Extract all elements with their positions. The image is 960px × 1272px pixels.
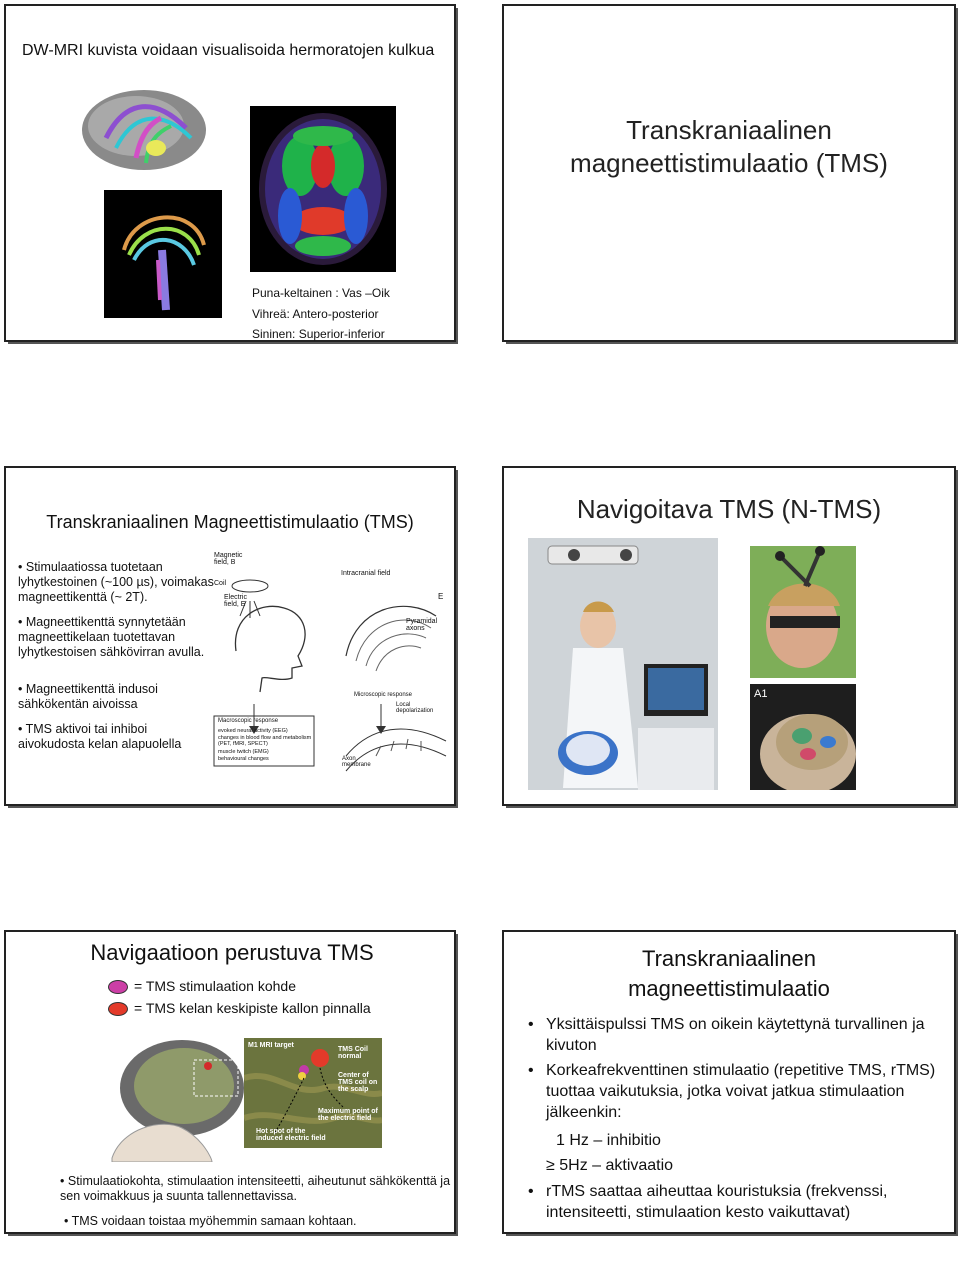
slide-title: DW-MRI kuvista voidaan visualisoida hermoratojen kulkua: [22, 42, 435, 59]
legend-target: = TMS stimulaation kohde: [134, 978, 296, 994]
title-line-1: Transkraniaalinen: [641, 946, 817, 971]
legend-coil-center: = TMS kelan keskipiste kallon pinnalla: [134, 1000, 371, 1016]
head-mri-navigation-image: [102, 1038, 248, 1162]
coil-label: Coil: [214, 580, 227, 587]
pyramidal-axons-label: Pyramidal axons: [406, 618, 438, 632]
macroscopic-item-2: changes in blood flow and metabolism (PET, fMRI, SPECT): [218, 735, 312, 747]
sub-item-1hz: 1 Hz – inhibitio: [556, 1132, 661, 1149]
bullet-single-pulse: • Yksittäispulssi TMS on oikein käytettynä turvallinen ja kivuton: [528, 1016, 925, 1054]
macroscopic-item-4: behavioural changes: [218, 756, 269, 762]
intracranial-field-label: Intracranial field: [341, 570, 391, 577]
magenta-marker-icon: [108, 980, 128, 994]
slide-title: [504, 944, 954, 1004]
m1-target-label: M1 MRI target: [248, 1042, 294, 1049]
color-legend-red-yellow: Puna-keltainen : Vas –Oik: [252, 286, 390, 300]
bullet-2: • TMS voidaan toistaa myöhemmin samaan kohtaan.: [64, 1214, 357, 1228]
slide-navigation-tms: [4, 930, 456, 1234]
sagittal-tractography-image: [104, 190, 222, 318]
hot-spot-label: Hot spot of the induced electric field: [256, 1128, 326, 1142]
panel-label: A1: [754, 688, 768, 700]
slide-navigated-tms: [502, 466, 956, 806]
slide-dwmri: [4, 4, 456, 342]
red-marker-icon: [108, 1002, 128, 1016]
bullet-1: • Stimulaatiokohta, stimulaation intensiteetti, aiheutunut sähkökenttä ja sen voimakkuus ja suunta tallennettavissa.: [60, 1174, 451, 1203]
brain-tractography-3d-image: [76, 78, 212, 182]
slide-tms-effects: [502, 930, 956, 1234]
bullet-rtms: • Korkeafrekventtinen stimulaatio (repetitive TMS, rTMS) tuottaa vaikutuksia, jotka voivat jatkua stimulaation jälkeenkin:: [528, 1062, 936, 1121]
magnetic-field-label: Magnetic field, B: [214, 552, 243, 566]
axon-membrane-label: Axon membrane: [342, 756, 371, 768]
bullet-3: • Magneettikenttä indusoi sähkökentän aivoissa: [18, 682, 158, 711]
sub-item-5hz: ≥ 5Hz – aktivaatio: [546, 1157, 674, 1174]
max-point-label: Maximum point of the electric field: [318, 1108, 378, 1122]
ntms-clinic-photo: [528, 538, 718, 790]
dti-color-map-image: [250, 106, 396, 272]
slide-title: [504, 114, 954, 180]
coil-normal-label: TMS Coil normal: [338, 1046, 368, 1060]
slide-title: Transkraniaalinen Magneettistimulaatio (TMS): [46, 512, 414, 532]
electric-field-label: Electric field, E: [224, 594, 247, 608]
slide-tms-intro: [4, 466, 456, 806]
microscopic-title: Microscopic response: [354, 692, 413, 698]
e-label: E: [438, 592, 444, 601]
bullet-seizure-risk: • rTMS saattaa aiheuttaa kouristuksia (frekvenssi, intensiteetti, stimulaation kesto vaikuttavat): [528, 1183, 888, 1221]
cortex-closeup-image: [244, 1038, 382, 1148]
local-depolarization-label: Local depolarization: [396, 702, 434, 714]
tms-mechanism-figure: [206, 552, 456, 776]
bullet-2: • Magneettikenttä synnytetään magneettikelaan tuotettavan lyhytkestoisen sähkövirran avulla.: [18, 615, 205, 659]
color-legend-blue: Sininen: Superior-inferior: [252, 327, 385, 341]
bullet-1: • Stimulaatiossa tuotetaan lyhytkestoinen (~100 µs), voimakas magneettikenttä (~ 2T).: [18, 560, 214, 604]
title-line-2: magneettistimulaatio (TMS): [570, 148, 888, 178]
slide-title: Navigoitava TMS (N-TMS): [576, 494, 882, 524]
macroscopic-title: Macroscopic response: [218, 718, 279, 724]
coil-center-label: Center of TMS coil on the scalp: [338, 1072, 378, 1093]
patient-with-tracker-photo: [750, 546, 856, 678]
head-model-rendering: [750, 684, 856, 790]
title-line-1: Transkraniaalinen: [626, 115, 832, 145]
bullet-4: • TMS aktivoi tai inhiboi aivokudosta kelan alapuolella: [18, 722, 182, 751]
macroscopic-item-1: evoked neural activity (EEG): [218, 728, 288, 734]
macroscopic-item-3: muscle twitch (EMG): [218, 749, 269, 755]
title-line-2: magneettistimulaatio: [628, 976, 830, 1001]
color-legend-green: Vihreä: Antero-posterior: [252, 307, 379, 321]
slide-tms-title: [502, 4, 956, 342]
slide-title: Navigaatioon perustuva TMS: [90, 940, 374, 965]
